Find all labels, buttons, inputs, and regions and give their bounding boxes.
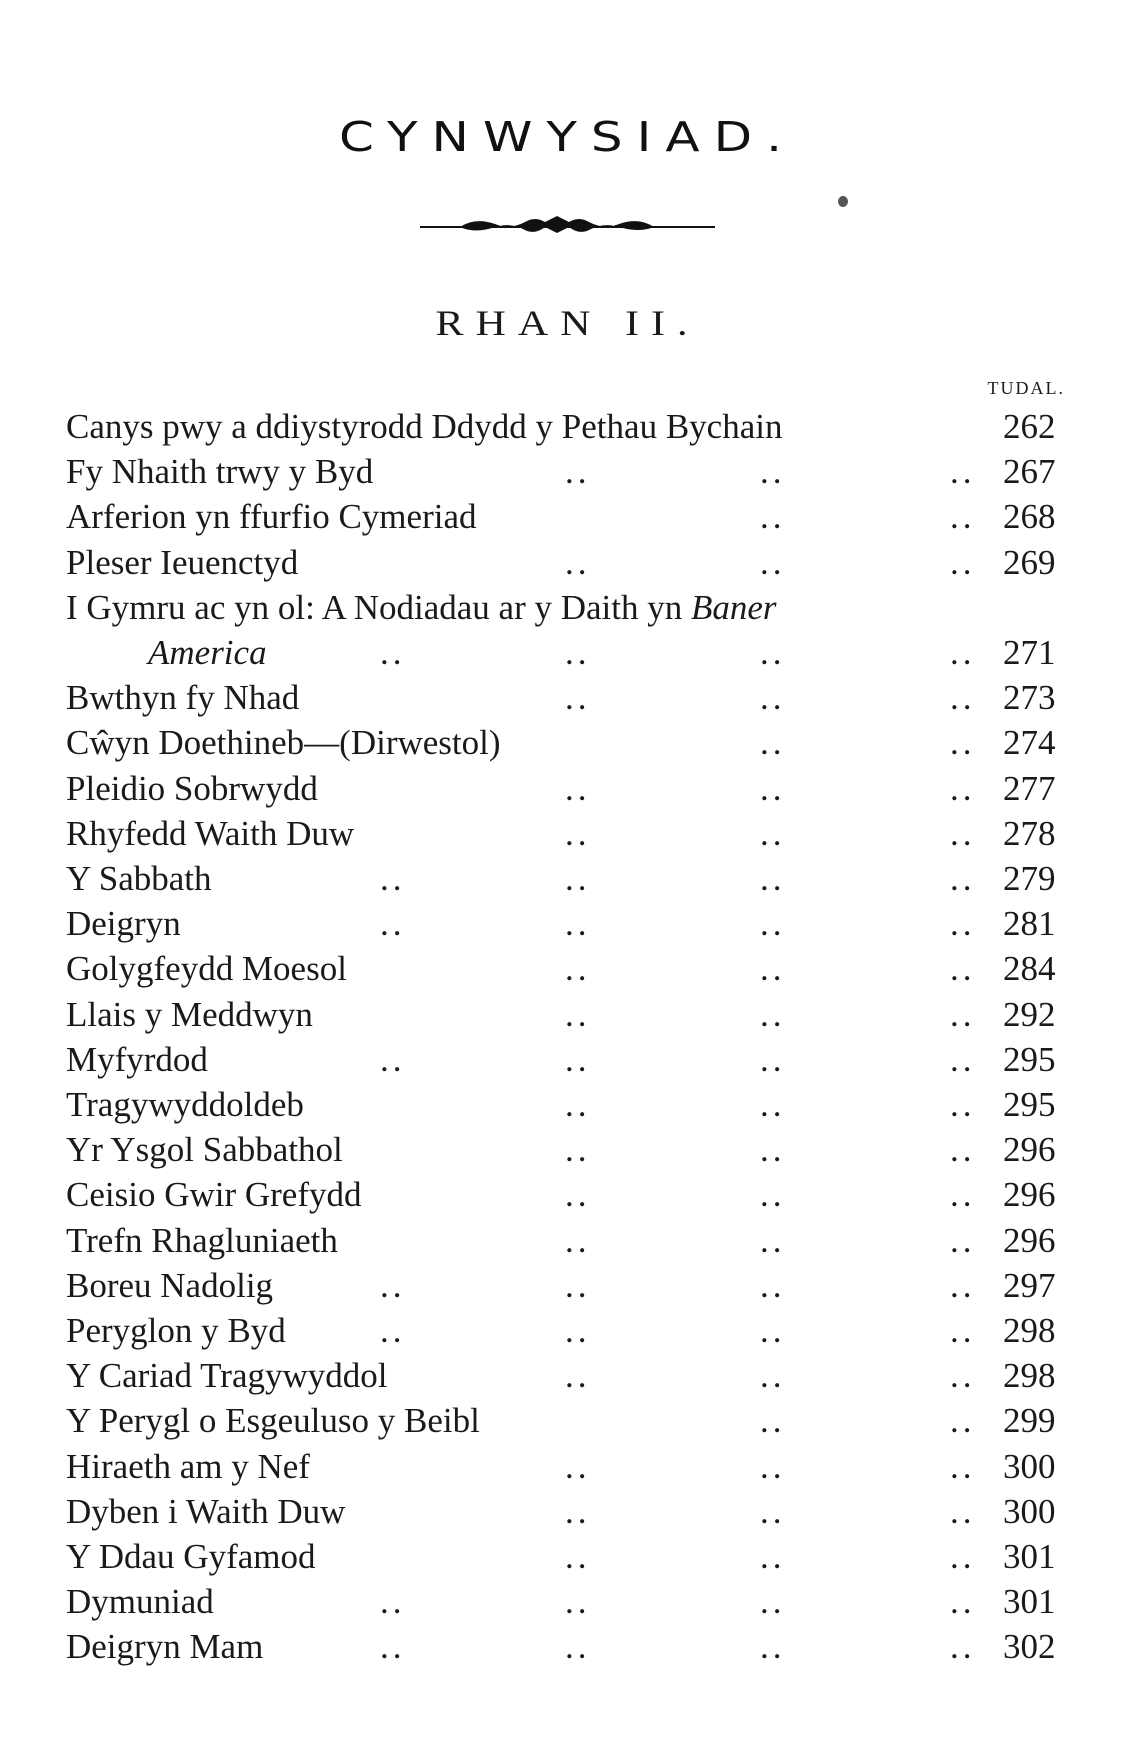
dot-leader: .. (380, 633, 406, 672)
dot-leader: .. (565, 1537, 591, 1576)
toc-entry (0, 946, 1135, 991)
entry-page-number: 295 (1003, 1039, 1056, 1079)
dot-leader: .. (565, 994, 591, 1034)
entry-page-number: 268 (1003, 497, 1056, 537)
ornament-divider-icon (420, 212, 715, 242)
dot-leader: .. (565, 949, 591, 989)
dot-leader: .. (760, 1311, 786, 1350)
toc-entry (0, 1218, 1135, 1263)
page-heading: CYNWYSIAD. (338, 113, 797, 161)
entry-title: Hiraeth am y Nef (66, 1446, 310, 1486)
entry-title: Myfyrdod (66, 1039, 208, 1079)
dot-leader: .. (950, 994, 976, 1034)
dot-leader: .. (760, 723, 786, 763)
entry-title: Deigryn Mam (66, 1627, 264, 1667)
dot-leader: .. (760, 1446, 786, 1486)
dot-leader: .. (380, 1582, 406, 1622)
dot-leader: .. (950, 813, 976, 853)
dot-leader: .. (760, 678, 786, 718)
entry-title: Pleidio Sobrwydd (66, 768, 318, 808)
dot-leader: .. (565, 1265, 591, 1305)
dot-leader: .. (950, 723, 976, 763)
dot-leader: .. (565, 768, 591, 808)
toc-entry (0, 540, 1135, 585)
dot-leader: .. (760, 1537, 786, 1576)
dot-leader: .. (760, 452, 786, 492)
dot-leader: .. (950, 452, 976, 492)
dot-leader: .. (565, 1175, 591, 1215)
dot-leader: .. (760, 1401, 786, 1441)
dot-leader: .. (950, 1130, 976, 1170)
dot-leader: .. (950, 1356, 976, 1396)
entry-page-number: 284 (1003, 949, 1056, 989)
dot-leader: .. (760, 768, 786, 808)
entry-page-number: 274 (1003, 723, 1056, 763)
entry-page-number: 296 (1003, 1220, 1056, 1260)
entry-page-number: 298 (1003, 1311, 1056, 1350)
dot-leader: .. (760, 949, 786, 989)
entry-page-number: 297 (1003, 1265, 1056, 1305)
toc-entry (0, 449, 1135, 494)
entry-page-number: 277 (1003, 768, 1056, 808)
entry-title-italic: America (148, 633, 267, 672)
toc-entry (0, 720, 1135, 765)
entry-title: Boreu Nadolig (66, 1265, 274, 1305)
entry-page-number: 300 (1003, 1491, 1056, 1531)
dot-leader: .. (565, 1039, 591, 1079)
toc-entry (0, 1037, 1135, 1082)
entry-title: Y Sabbath (66, 859, 212, 898)
toc-entry (0, 585, 1135, 630)
dot-leader: .. (760, 1582, 786, 1622)
dot-leader: .. (565, 452, 591, 492)
dot-leader: .. (950, 859, 976, 898)
toc-entry (0, 1308, 1135, 1353)
entry-title: Llais y Meddwyn (66, 994, 313, 1034)
dot-leader: .. (380, 1311, 406, 1350)
entry-page-number: 262 (1003, 407, 1056, 446)
entry-page-number: 269 (1003, 542, 1056, 582)
dot-leader: .. (760, 1220, 786, 1260)
entry-page-number: 295 (1003, 1085, 1056, 1124)
dot-leader: .. (760, 1627, 786, 1667)
entry-title: Cŵyn Doethineb—(Dirwestol) (66, 723, 501, 763)
toc-entry (0, 1172, 1135, 1217)
entry-title-italic: Baner (691, 587, 777, 627)
entry-title: Bwthyn fy Nhad (66, 678, 300, 718)
dot-leader: .. (950, 904, 976, 944)
part-heading: RHAN II. (435, 304, 700, 344)
dot-leader: .. (565, 859, 591, 898)
dot-leader: .. (380, 904, 406, 944)
dot-leader: .. (565, 1130, 591, 1170)
entry-title: Trefn Rhagluniaeth (66, 1220, 338, 1260)
dot-leader: .. (760, 859, 786, 898)
dot-leader: .. (760, 497, 786, 537)
dot-leader: .. (565, 1627, 591, 1667)
toc-entry (0, 1579, 1135, 1624)
entry-page-number: 281 (1003, 904, 1056, 944)
toc-entry (0, 1127, 1135, 1172)
toc-entry (0, 675, 1135, 720)
dot-leader: .. (565, 1311, 591, 1350)
dot-leader: .. (950, 633, 976, 672)
dot-leader: .. (950, 1582, 976, 1622)
entry-page-number: 296 (1003, 1175, 1056, 1215)
dot-leader: .. (565, 1582, 591, 1622)
dot-leader: .. (950, 1446, 976, 1486)
dot-leader: .. (565, 542, 591, 582)
dot-leader: .. (760, 994, 786, 1034)
dot-leader: .. (565, 1446, 591, 1486)
toc-entry (0, 1353, 1135, 1398)
entry-title: Fy Nhaith trwy y Byd (66, 452, 374, 492)
toc-entry (0, 856, 1135, 901)
entry-title: Y Cariad Tragywyddol (66, 1356, 388, 1396)
entry-title: I Gymru ac yn ol: A Nodiadau ar y Daith yn Baner (66, 587, 777, 627)
entry-page-number: 301 (1003, 1537, 1056, 1576)
dot-leader: .. (950, 768, 976, 808)
entry-page-number: 271 (1003, 633, 1056, 672)
toc-entry (0, 1534, 1135, 1579)
dot-leader: .. (565, 813, 591, 853)
dot-leader: .. (760, 1175, 786, 1215)
dot-leader: .. (565, 1085, 591, 1124)
toc-entry (0, 811, 1135, 856)
toc-entry (0, 494, 1135, 539)
dot-leader: .. (950, 678, 976, 718)
toc-entry (0, 766, 1135, 811)
toc-entry (0, 1489, 1135, 1534)
entry-title: Deigryn (66, 904, 181, 944)
entry-page-number: 299 (1003, 1401, 1056, 1441)
dot-leader: .. (565, 904, 591, 944)
dot-leader: .. (950, 497, 976, 537)
entry-page-number: 296 (1003, 1130, 1056, 1170)
entry-title: Rhyfedd Waith Duw (66, 813, 355, 853)
entry-title: Ceisio Gwir Grefydd (66, 1175, 362, 1215)
toc-entry (0, 1398, 1135, 1443)
dot-leader: .. (760, 633, 786, 672)
entry-page-number: 292 (1003, 994, 1056, 1034)
dot-leader: .. (760, 1085, 786, 1124)
toc-entry (0, 1444, 1135, 1489)
dot-leader: .. (950, 1039, 976, 1079)
dot-leader: .. (380, 1265, 406, 1305)
dot-leader: .. (760, 1130, 786, 1170)
dot-leader: .. (950, 1175, 976, 1215)
dot-leader: .. (760, 1039, 786, 1079)
dot-leader: .. (950, 1627, 976, 1667)
entry-title: Golygfeydd Moesol (66, 949, 347, 989)
toc-entry (0, 1082, 1135, 1127)
dot-leader: .. (760, 1491, 786, 1531)
toc-entry (0, 404, 1135, 449)
toc-entry (0, 992, 1135, 1037)
dot-leader: .. (950, 1537, 976, 1576)
dot-leader: .. (950, 542, 976, 582)
entry-page-number: 300 (1003, 1446, 1056, 1486)
dot-leader: .. (380, 859, 406, 898)
entry-page-number: 273 (1003, 678, 1056, 718)
entry-title (148, 630, 267, 675)
entry-title: Canys pwy a ddiystyrodd Ddydd y Pethau Bychain (66, 407, 783, 446)
dot-leader: .. (760, 813, 786, 853)
entry-page-number: 267 (1003, 452, 1056, 492)
dot-leader: .. (565, 1356, 591, 1396)
dot-leader: .. (565, 633, 591, 672)
dot-leader: .. (380, 1039, 406, 1079)
dot-leader: .. (950, 1220, 976, 1260)
dot-leader: .. (950, 1401, 976, 1441)
entry-page-number: 301 (1003, 1582, 1056, 1622)
entry-title: Arferion yn ffurfio Cymeriad (66, 497, 477, 537)
dot-leader: .. (950, 1085, 976, 1124)
entry-title: Y Perygl o Esgeuluso y Beibl (66, 1401, 480, 1441)
entry-title: Pleser Ieuenctyd (66, 542, 299, 582)
dot-leader: .. (950, 1491, 976, 1531)
page-column-label: TUDAL. (987, 378, 1065, 398)
dot-leader: .. (565, 678, 591, 718)
dot-leader: .. (565, 1491, 591, 1531)
dot-leader: .. (380, 1627, 406, 1667)
entry-title: Y Ddau Gyfamod (66, 1537, 316, 1576)
entry-title: Peryglon y Byd (66, 1311, 286, 1350)
toc-entry (0, 630, 1135, 675)
entry-title: Dymuniad (66, 1582, 214, 1622)
entry-page-number: 302 (1003, 1627, 1056, 1667)
toc-entry (0, 1624, 1135, 1669)
entry-title: Tragywyddoldeb (66, 1085, 304, 1124)
toc-entry (0, 1263, 1135, 1308)
dot-leader: .. (760, 1356, 786, 1396)
dot-leader: .. (950, 1311, 976, 1350)
entry-page-number: 279 (1003, 859, 1056, 898)
toc-entry (0, 901, 1135, 946)
entry-title: Yr Ysgol Sabbathol (66, 1130, 343, 1170)
dot-leader: .. (950, 949, 976, 989)
dot-leader: .. (565, 1220, 591, 1260)
dot-leader: .. (760, 542, 786, 582)
dot-leader: .. (760, 904, 786, 944)
dot-leader: .. (760, 1265, 786, 1305)
ink-speck (838, 196, 848, 207)
entry-page-number: 298 (1003, 1356, 1056, 1396)
dot-leader: .. (950, 1265, 976, 1305)
entry-page-number: 278 (1003, 813, 1056, 853)
entry-title: Dyben i Waith Duw (66, 1491, 346, 1531)
